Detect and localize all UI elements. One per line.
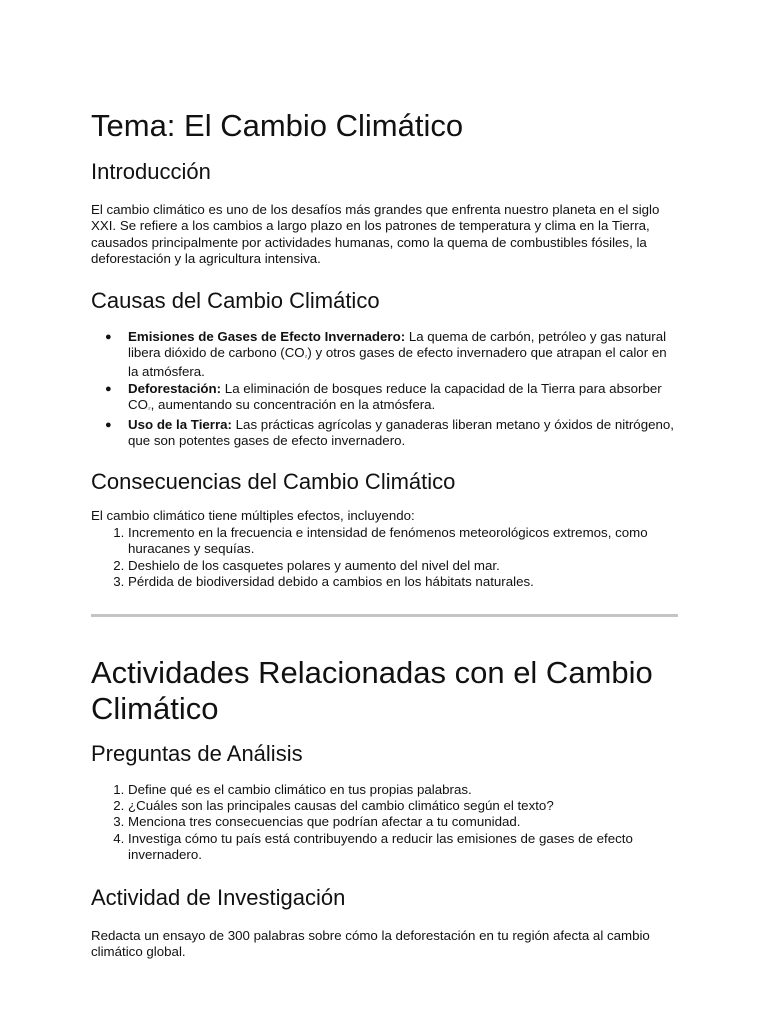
causes-list bbox=[91, 329, 678, 450]
list-item: 2. Deshielo de los casquetes polares y aumento del nivel del mar. bbox=[128, 558, 678, 574]
intro-paragraph: El cambio climático es uno de los desafíos más grandes que enfrenta nuestro planeta en el siglo XXI. Se refiere a los cambios a largo plazo en los patrones de temperatura y clima en la Tierra, causados principalmente por actividades humanas, como la quema de combustibles fósiles, la deforestación y la agricultura intensiva. bbox=[91, 202, 660, 267]
questions-heading: Preguntas de Análisis bbox=[91, 740, 303, 766]
consequences-intro: El cambio climático tiene múltiples efectos, incluyendo: bbox=[91, 508, 415, 524]
subscript: ₂ bbox=[304, 352, 308, 360]
research-heading: Actividad de Investigación bbox=[91, 884, 346, 910]
list-item bbox=[105, 328, 678, 381]
list-item: 4. Investiga cómo tu país está contribuyendo a reducir las emisiones de gases de efecto invernadero. bbox=[128, 831, 678, 864]
list-item bbox=[105, 416, 678, 450]
bullet-icon: ● bbox=[105, 382, 112, 395]
research-paragraph: Redacta un ensayo de 300 palabras sobre cómo la deforestación en tu región afecta al cambio climático global. bbox=[91, 927, 650, 959]
cause-text-cont: ) y otros gases de efecto invernadero que atrapan el calor en la atmósfera. bbox=[128, 345, 667, 380]
list-item: 2. ¿Cuáles son las principales causas del cambio climático según el texto? bbox=[128, 798, 678, 814]
consequences-heading: Consecuencias del Cambio Climático bbox=[91, 469, 456, 495]
bullet-icon: ● bbox=[105, 330, 112, 343]
questions-list bbox=[91, 782, 678, 864]
list-item: 3. Pérdida de biodiversidad debido a cambios en los hábitats naturales. bbox=[128, 574, 678, 590]
list-item: 1. Incremento en la frecuencia e intensidad de fenómenos meteorológicos extremos, como huracanes y sequías. bbox=[128, 525, 678, 558]
section-divider bbox=[91, 614, 678, 617]
cause-text: La eliminación de bosques reduce la capacidad de la Tierra para absorber CO bbox=[128, 380, 662, 413]
causes-heading: Causas del Cambio Climático bbox=[91, 287, 380, 313]
intro-heading: Introducción bbox=[91, 159, 211, 184]
activities-title: Actividades Relacionadas con el Cambio Climático bbox=[91, 654, 653, 726]
cause-text-cont: , aumentando su concentración en la atmósfera. bbox=[150, 397, 436, 413]
page-title: Tema: El Cambio Climático bbox=[91, 108, 464, 143]
cause-term: Emisiones de Gases de Efecto Invernadero: bbox=[128, 328, 406, 344]
cause-text: Las prácticas agrícolas y ganaderas liberan metano y óxidos de nitrógeno, que son potentes gases de efecto invernadero. bbox=[128, 416, 674, 449]
list-item bbox=[105, 380, 678, 417]
cause-term: Uso de la Tierra: bbox=[128, 416, 232, 432]
list-item: 3. Menciona tres consecuencias que podrían afectar a tu comunidad. bbox=[128, 814, 678, 830]
bullet-icon: ● bbox=[105, 418, 112, 431]
subscript: ₂ bbox=[147, 404, 151, 412]
cause-term: Deforestación: bbox=[128, 380, 222, 396]
cause-text: La quema de carbón, petróleo y gas natural libera dióxido de carbono (CO bbox=[128, 328, 667, 361]
list-item: 1. Define qué es el cambio climático en tus propias palabras. bbox=[128, 782, 678, 798]
consequences-list bbox=[91, 525, 678, 591]
